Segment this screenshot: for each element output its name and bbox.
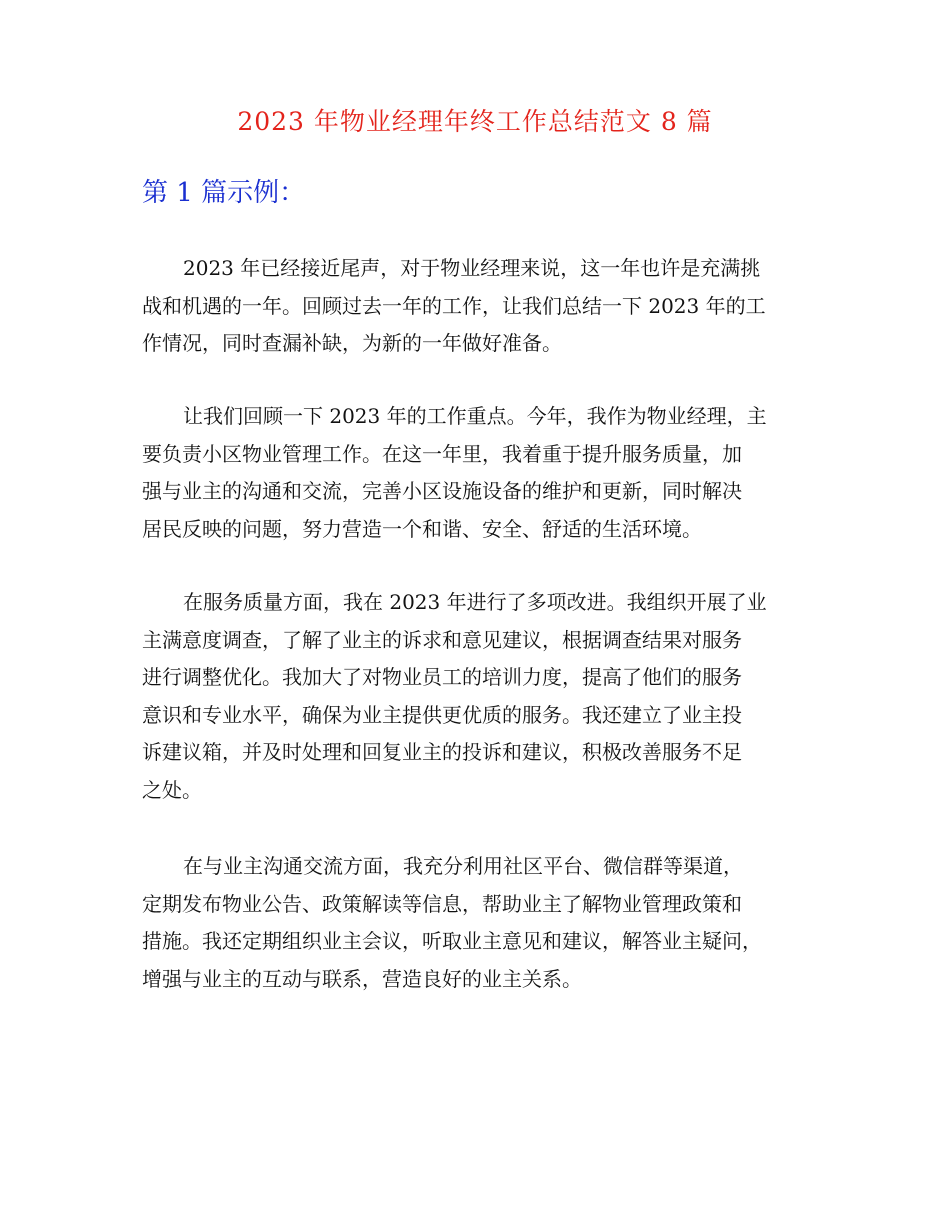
paragraph (142, 250, 832, 363)
document-title: 2023 年物业经理年终工作总结范文 8 篇 (237, 107, 713, 136)
paragraph-line: 进行调整优化。我加大了对物业员工的培训力度，提高了他们的服务 (142, 665, 742, 689)
paragraph-line: 措施。我还定期组织业主会议，听取业主意见和建议，解答业主疑问， (142, 929, 762, 953)
paragraph-line: 意识和专业水平，确保为业主提供更优质的服务。我还建立了业主投 (142, 702, 742, 727)
paragraph-line: 2023 年已经接近尾声，对于物业经理来说，这一年也许是充满挑 (183, 256, 761, 280)
paragraph-line: 作情况，同时查漏补缺，为新的一年做好准备。 (142, 331, 562, 355)
paragraph-line: 居民反映的问题，努力营造一个和谐、安全、舒适的生活环境。 (142, 516, 702, 541)
paragraph-line: 战和机遇的一年。回顾过去一年的工作，让我们总结一下 2023 年的工 (142, 293, 766, 318)
paragraph-line: 要负责小区物业管理工作。在这一年里，我着重于提升服务质量，加 (142, 441, 742, 466)
paragraph-line: 让我们回顾一下 2023 年的工作重点。今年，我作为物业经理，主 (183, 404, 767, 428)
paragraph-line: 之处。 (142, 777, 202, 802)
paragraph-line: 增强与业主的互动与联系，营造良好的业主关系。 (142, 966, 582, 991)
paragraph-line: 诉建议箱，并及时处理和回复业主的投诉和建议，积极改善服务不足 (142, 740, 742, 764)
paragraph-line: 主满意度调查，了解了业主的诉求和意见建议，根据调查结果对服务 (142, 627, 742, 652)
paragraph-line: 强与业主的沟通和交流，完善小区设施设备的维护和更新，同时解决 (142, 479, 742, 503)
paragraph-line: 定期发布物业公告、政策解读等信息，帮助业主了解物业管理政策和 (142, 891, 742, 916)
paragraph-line: 在服务质量方面，我在 2023 年进行了多项改进。我组织开展了业 (183, 590, 767, 614)
section-heading: 第 1 篇示例： (142, 178, 306, 208)
paragraph (142, 848, 832, 998)
paragraph-line: 在与业主沟通交流方面，我充分利用社区平台、微信群等渠道， (183, 854, 743, 878)
paragraph (142, 398, 832, 548)
paragraph (142, 584, 832, 809)
